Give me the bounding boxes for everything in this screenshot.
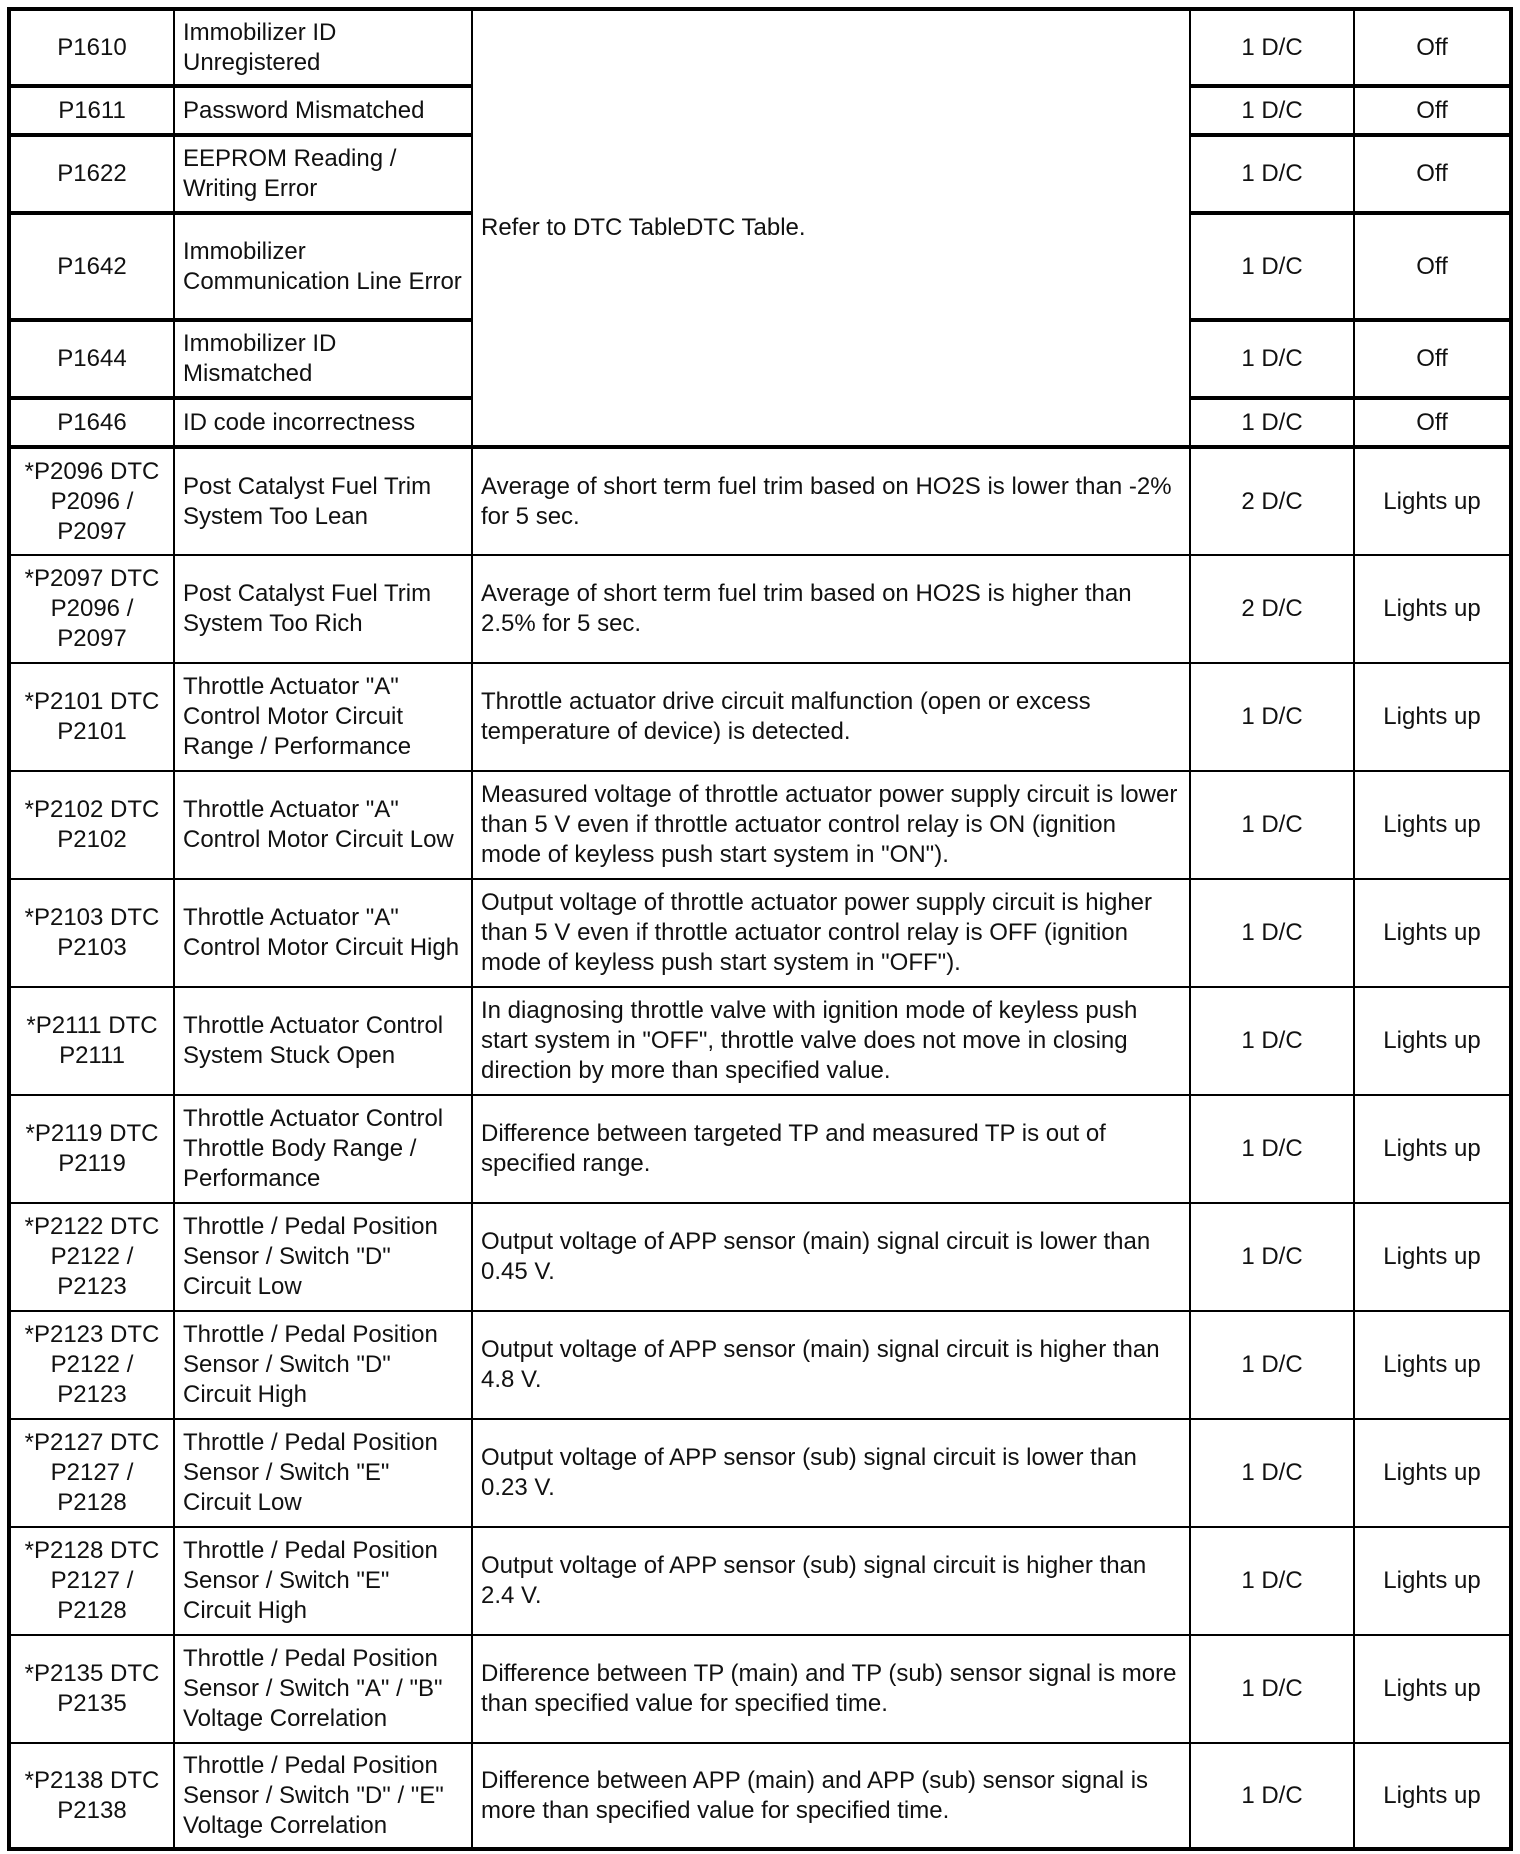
detecting-condition: Output voltage of throttle actuator power supply circuit is higher than 5 V even if throttle actuator control relay is OFF (ignition mode of keyless push start system in "OFF"). [472,879,1190,987]
dtc-name: Post Catalyst Fuel Trim System Too Rich [174,555,472,663]
detecting-condition: Output voltage of APP sensor (main) signal circuit is higher than 4.8 V. [472,1311,1190,1419]
table-row [9,987,1511,1095]
mil-status: Off [1354,86,1511,135]
detecting-condition: Difference between TP (main) and TP (sub) sensor signal is more than specified value for specified time. [472,1635,1190,1743]
detection-cycle: 1 D/C [1190,879,1354,987]
dtc-name: Throttle Actuator "A" Control Motor Circuit Low [174,771,472,879]
dtc-name: Immobilizer ID Unregistered [174,9,472,86]
table-row [9,1743,1511,1849]
detection-cycle: 1 D/C [1190,1203,1354,1311]
dtc-code: *P2128 DTC P2127 / P2128 [9,1527,174,1635]
dtc-name: ID code incorrectness [174,398,472,447]
detection-cycle: 2 D/C [1190,555,1354,663]
dtc-name: Throttle / Pedal Position Sensor / Switch "E" Circuit Low [174,1419,472,1527]
dtc-code: P1642 [9,213,174,320]
dtc-name: Throttle / Pedal Position Sensor / Switch "D" Circuit Low [174,1203,472,1311]
detecting-condition: Average of short term fuel trim based on HO2S is higher than 2.5% for 5 sec. [472,555,1190,663]
mil-status: Lights up [1354,987,1511,1095]
dtc-name: Throttle Actuator Control System Stuck Open [174,987,472,1095]
dtc-code: *P2135 DTC P2135 [9,1635,174,1743]
mil-status: Lights up [1354,1095,1511,1203]
detection-cycle: 1 D/C [1190,1743,1354,1849]
dtc-name: Post Catalyst Fuel Trim System Too Lean [174,447,472,555]
dtc-code: *P2111 DTC P2111 [9,987,174,1095]
table-row [9,771,1511,879]
table-row [9,9,1511,86]
dtc-name: Throttle / Pedal Position Sensor / Switch "E" Circuit High [174,1527,472,1635]
detecting-condition: In diagnosing throttle valve with ignition mode of keyless push start system in "OFF", throttle valve does not move in closing direction by more than specified value. [472,987,1190,1095]
detection-cycle: 1 D/C [1190,135,1354,213]
mil-status: Lights up [1354,1419,1511,1527]
detection-cycle: 1 D/C [1190,86,1354,135]
detection-cycle: 1 D/C [1190,663,1354,771]
mil-status: Off [1354,398,1511,447]
mil-status: Lights up [1354,1743,1511,1849]
mil-status: Off [1354,135,1511,213]
detection-cycle: 1 D/C [1190,9,1354,86]
dtc-code: *P2097 DTC P2096 / P2097 [9,555,174,663]
table-row [9,447,1511,555]
dtc-code: P1646 [9,398,174,447]
detection-cycle: 1 D/C [1190,398,1354,447]
dtc-name: Throttle / Pedal Position Sensor / Switch "D" Circuit High [174,1311,472,1419]
mil-status: Lights up [1354,879,1511,987]
dtc-name: Password Mismatched [174,86,472,135]
dtc-name: Throttle Actuator "A" Control Motor Circuit High [174,879,472,987]
detection-cycle: 1 D/C [1190,771,1354,879]
detection-cycle: 1 D/C [1190,1527,1354,1635]
dtc-code: *P2122 DTC P2122 / P2123 [9,1203,174,1311]
dtc-code: P1610 [9,9,174,86]
dtc-name: Immobilizer Communication Line Error [174,213,472,320]
mil-status: Off [1354,9,1511,86]
dtc-code: *P2103 DTC P2103 [9,879,174,987]
dtc-code: *P2138 DTC P2138 [9,1743,174,1849]
detection-cycle: 2 D/C [1190,447,1354,555]
dtc-code: P1611 [9,86,174,135]
dtc-code: P1644 [9,320,174,398]
dtc-code: *P2102 DTC P2102 [9,771,174,879]
dtc-code: *P2101 DTC P2101 [9,663,174,771]
dtc-code: P1622 [9,135,174,213]
detection-cycle: 1 D/C [1190,213,1354,320]
detecting-condition: Throttle actuator drive circuit malfunction (open or excess temperature of device) is detected. [472,663,1190,771]
detecting-condition: Output voltage of APP sensor (sub) signal circuit is higher than 2.4 V. [472,1527,1190,1635]
table-row [9,1635,1511,1743]
detecting-condition: Refer to DTC TableDTC Table. [472,9,1190,447]
detection-cycle: 1 D/C [1190,1095,1354,1203]
dtc-name: EEPROM Reading / Writing Error [174,135,472,213]
table-row [9,1095,1511,1203]
mil-status: Lights up [1354,1527,1511,1635]
detecting-condition: Difference between targeted TP and measured TP is out of specified range. [472,1095,1190,1203]
dtc-name: Throttle / Pedal Position Sensor / Switch "A" / "B" Voltage Correlation [174,1635,472,1743]
detecting-condition: Measured voltage of throttle actuator power supply circuit is lower than 5 V even if throttle actuator control relay is ON (ignition mode of keyless push start system in "ON"). [472,771,1190,879]
detection-cycle: 1 D/C [1190,1419,1354,1527]
detecting-condition: Average of short term fuel trim based on HO2S is lower than -2% for 5 sec. [472,447,1190,555]
detection-cycle: 1 D/C [1190,320,1354,398]
dtc-name: Throttle Actuator Control Throttle Body Range / Performance [174,1095,472,1203]
table-row [9,555,1511,663]
detection-cycle: 1 D/C [1190,987,1354,1095]
dtc-code: *P2123 DTC P2122 / P2123 [9,1311,174,1419]
mil-status: Lights up [1354,1203,1511,1311]
mil-status: Off [1354,320,1511,398]
mil-status: Off [1354,213,1511,320]
dtc-name: Immobilizer ID Mismatched [174,320,472,398]
dtc-name: Throttle / Pedal Position Sensor / Switch "D" / "E" Voltage Correlation [174,1743,472,1849]
dtc-name: Throttle Actuator "A" Control Motor Circuit Range / Performance [174,663,472,771]
mil-status: Lights up [1354,1311,1511,1419]
table-row [9,1311,1511,1419]
detecting-condition: Difference between APP (main) and APP (sub) sensor signal is more than specified value for specified time. [472,1743,1190,1849]
table-row [9,879,1511,987]
mil-status: Lights up [1354,771,1511,879]
detection-cycle: 1 D/C [1190,1635,1354,1743]
mil-status: Lights up [1354,447,1511,555]
detecting-condition: Output voltage of APP sensor (sub) signal circuit is lower than 0.23 V. [472,1419,1190,1527]
table-row [9,1527,1511,1635]
table-row [9,663,1511,771]
mil-status: Lights up [1354,1635,1511,1743]
mil-status: Lights up [1354,663,1511,771]
dtc-code: *P2119 DTC P2119 [9,1095,174,1203]
dtc-table [7,7,1513,1851]
dtc-code: *P2096 DTC P2096 / P2097 [9,447,174,555]
table-row [9,1419,1511,1527]
mil-status: Lights up [1354,555,1511,663]
table-row [9,1203,1511,1311]
detection-cycle: 1 D/C [1190,1311,1354,1419]
detecting-condition: Output voltage of APP sensor (main) signal circuit is lower than 0.45 V. [472,1203,1190,1311]
dtc-code: *P2127 DTC P2127 / P2128 [9,1419,174,1527]
